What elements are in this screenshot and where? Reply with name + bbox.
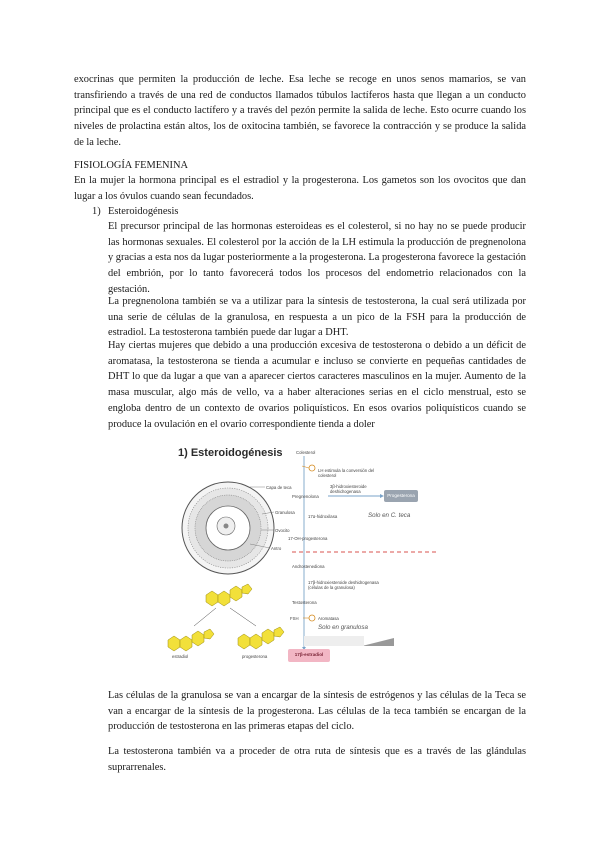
fsh-receptor-icon <box>309 615 315 621</box>
figure-title: 1) Esteroidogénesis <box>178 447 283 459</box>
label-17beta: 17β-hidroxiesteroide deshidrogenasa (células de la granulosa) <box>308 580 379 590</box>
label-colesterol: Colesterol <box>296 450 316 455</box>
label-solo-granulosa: Solo en granulosa <box>318 624 368 631</box>
label-lh-note: LH estimula la conversión del colesterol <box>318 468 375 478</box>
reaction-arrow <box>194 608 216 626</box>
label-capa-teca: Capa de teca <box>266 485 292 490</box>
label-molecule-left: estradiol <box>172 654 189 659</box>
gradient-bar <box>304 636 364 646</box>
label-testosterona: Testosterona <box>292 600 317 605</box>
list-number: 1) <box>92 206 101 217</box>
paragraph-pregnenolona: La pregnenolona también se va a utilizar para la síntesis de testosterona, la cual será utilizada por una serie de células de la granulosa, en respuesta a un pico de la FSH para la producción de estradiol. La testosterona también puede dar lugar a DHT. <box>108 296 526 339</box>
paragraph-celulas: Las células de la granulosa se van a encargar de la síntesis de estrógenos y las células de la Teca se van a encargar de la síntesis de la progesterona. Las células de la teca también se encargan de la producción de testosterona en las primeras etapas del ciclo. <box>108 690 526 733</box>
label-antro: Antro <box>271 546 282 551</box>
label-pregnenolona: Pregnenolona <box>292 494 319 499</box>
paragraph-lactancia: exocrinas que permiten la producción de leche. Esa leche se recoge en unos senos mamarios, se van transfiriendo a través de una red de conductos llamados túbulos lactíferos hasta que llegan a un conducto principal que es el conducto lactífero y a través del pezón permite la salida de leche. Esto ocurre cuando los niveles de prolactina están altos, los de oxitocina también, se favorece la contracción y se produce la salida de la leche. <box>74 74 526 148</box>
progesterona-box: Progesterona <box>384 490 418 502</box>
label-androstenediona: Androstenediona <box>292 564 325 569</box>
steroid-molecule-left <box>168 629 214 651</box>
lh-receptor-icon <box>309 465 315 471</box>
list-title: Esteroidogénesis <box>108 206 179 217</box>
esteroidogenesis-figure <box>162 440 438 672</box>
section-heading: FISIOLOGÍA FEMENINA <box>74 160 189 171</box>
follicle-illustration <box>182 482 274 574</box>
paragraph-aromatasa: Hay ciertas mujeres que debido a una producción excesiva de testosterona o debido a un déficit de aromatasa, la testosterona se tienda a acumular e incluso se convierte en pequeñas cantidades de DHT lo que da lugar a que van a aparecer ciertos caracteres masculinos en la mujer. Aumento de la masa muscular, algo más de vello, va a haber alteraciones serias en el ciclo menstrual, esto se engloba dentro de un contexto de ovarios poliquísticos. En esos ovarios poliquísticos cuando se produce la ovulación en el ovario correspondiente tienda a doler <box>108 340 526 430</box>
label-17alfa: 17α-hidroxilasa <box>308 514 338 519</box>
paragraph-suprarrenales: La testosterona también va a proceder de otra ruta de síntesis que es a través de las glándulas suprarrenales. <box>108 746 526 773</box>
steroid-molecule-top <box>206 584 252 606</box>
label-fsh: FSH <box>290 616 299 621</box>
label-3beta: 3β-hidroxiesteroide deshidrogenasa <box>330 484 367 494</box>
label-granulosa: Granulosa <box>275 510 295 515</box>
gradient-ramp <box>362 638 394 646</box>
figure-graphics <box>162 440 438 672</box>
paragraph-hormonas: En la mujer la hormona principal es el estradiol y la progesterona. Los gametos son los ovocitos que dan lugar a los óvulos cuando sean fecundados. <box>74 175 526 202</box>
label-solo-teca: Solo en C. teca <box>368 512 411 519</box>
label-molecule-right: progesterona <box>242 654 268 659</box>
steroid-molecule-right <box>238 627 284 649</box>
reaction-arrow <box>230 608 256 626</box>
estradiol-box: 17β-estradiol <box>288 649 330 662</box>
label-17oh: 17-OH-progesterona <box>288 536 328 541</box>
paragraph-colesterol: El precursor principal de las hormonas esteroideas es el colesterol, si no hay no se puede producir las hormonas sexuales. El colesterol por la acción de la LH estimula la producción de pregnenolona y gracias a esta nos da lugar posteriormente a la progesterona. La progesterona favorece la gestación del embrión, por lo tanto favorecerá todos los procesos del endometrio relacionados con la gestación. <box>108 221 526 295</box>
label-ovocito: Ovocito <box>275 528 290 533</box>
label-aromatasa: Aromatasa <box>318 616 339 621</box>
